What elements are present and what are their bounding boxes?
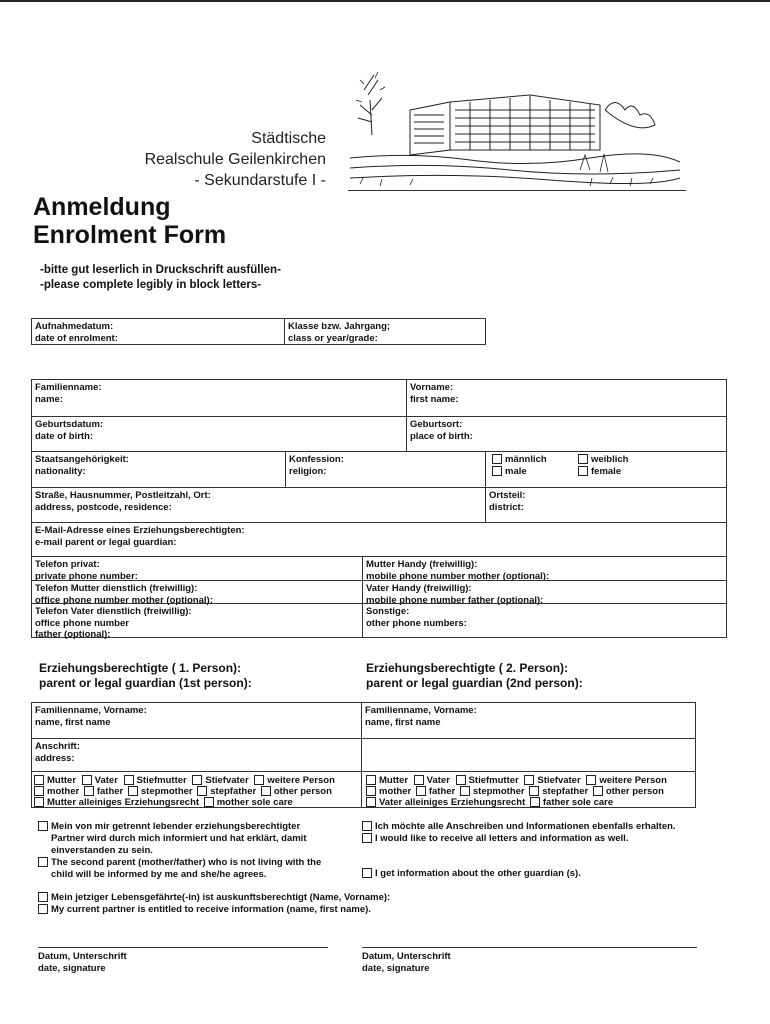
- signature-label-1-en: date, signature: [38, 963, 106, 974]
- g2-mutter-checkbox[interactable]: [366, 775, 376, 785]
- email-label-de: E-Mail-Adresse eines Erziehungsberechtigten:: [35, 525, 245, 536]
- g1-mother-checkbox[interactable]: [34, 786, 44, 796]
- enrolment-date-label-de: Aufnahmedatum:: [35, 321, 114, 332]
- separated-partner-de-3: einverstanden zu sein.: [51, 845, 153, 856]
- g1-mother-label: mother: [47, 786, 80, 797]
- g2-name-label-de: Familienname, Vorname:: [365, 705, 477, 716]
- g1-stiefvater-label: Stiefvater: [205, 775, 249, 786]
- other-guardian-info-en: I get information about the other guardian (s).: [375, 868, 581, 879]
- gender-field: [485, 451, 726, 487]
- g1-weitere-checkbox[interactable]: [254, 775, 264, 785]
- private-phone-label-de: Telefon privat:: [35, 559, 100, 570]
- other-guardian-info-checkbox[interactable]: [362, 868, 372, 878]
- g1-address-label-de: Anschrift:: [35, 741, 80, 752]
- g1-sole-care-label: Mutter alleiniges Erziehungsrecht: [47, 797, 200, 808]
- mother-office-label-de: Telefon Mutter dienstlich (freiwillig):: [35, 583, 198, 594]
- private-phone-field[interactable]: [32, 556, 362, 580]
- enrolment-date-field[interactable]: [32, 319, 282, 345]
- g1-name-label-en: name, first name: [35, 716, 111, 728]
- g2-mother-checkbox[interactable]: [366, 786, 376, 796]
- g1-other-checkbox[interactable]: [261, 786, 271, 796]
- g1-stepmother-label: stepmother: [140, 786, 193, 797]
- male-label-de: männlich: [505, 454, 547, 465]
- class-field[interactable]: [284, 319, 486, 345]
- g2-stepfather-checkbox[interactable]: [529, 786, 539, 796]
- guardian-2-relation: [361, 771, 695, 807]
- g2-stiefvater-checkbox[interactable]: [524, 775, 534, 785]
- signature-label-2-en: date, signature: [362, 963, 430, 974]
- g2-stepmother-checkbox[interactable]: [460, 786, 470, 796]
- female-checkbox-en[interactable]: [578, 466, 588, 476]
- guardian-2-heading-de: Erziehungsberechtigte ( 2. Person):: [366, 661, 569, 675]
- mother-mobile-label-en: mobile phone number mother (optional):: [366, 570, 550, 582]
- signature-label-1: [38, 951, 127, 975]
- email-label-en: e-mail parent or legal guardian:: [35, 536, 177, 548]
- receive-letters-en: I would like to receive all letters and information as well.: [375, 833, 629, 844]
- guardian-1-heading-en: parent or legal guardian (1st person):: [39, 676, 252, 690]
- separated-partner-en-2: child will be informed by me and she/he agrees.: [51, 869, 267, 880]
- instruction-de: -bitte gut leserlich in Druckschrift ausfüllen-: [40, 264, 281, 276]
- father-office-label-de: Telefon Vater dienstlich (freiwillig):: [35, 606, 192, 617]
- enrolment-date-label-en: date of enrolment:: [35, 332, 118, 344]
- pob-field[interactable]: [406, 416, 726, 451]
- address-field[interactable]: [32, 487, 485, 522]
- father-mobile-field[interactable]: [362, 580, 726, 606]
- partner-checkbox-en[interactable]: [38, 904, 48, 914]
- guardian-1-heading: [39, 661, 252, 691]
- g1-vater-checkbox[interactable]: [82, 775, 92, 785]
- g2-sole-care-label: Vater alleiniges Erziehungsrecht: [379, 797, 526, 808]
- school-name-block: [145, 128, 326, 191]
- g1-sole-care-checkbox[interactable]: [34, 797, 44, 807]
- guardian-box: [31, 702, 696, 808]
- school-line-2: Realschule Geilenkirchen: [144, 151, 326, 168]
- g1-name-label-de: Familienname, Vorname:: [35, 705, 147, 716]
- g2-weitere-checkbox[interactable]: [586, 775, 596, 785]
- g1-vater-label: Vater: [94, 775, 118, 786]
- g1-stiefmutter-label: Stiefmutter: [136, 775, 187, 786]
- pob-label-en: place of birth:: [410, 430, 473, 442]
- g1-mutter-checkbox[interactable]: [34, 775, 44, 785]
- school-line-1: Städtische: [251, 130, 326, 147]
- partner-option[interactable]: [38, 892, 390, 904]
- surname-label-de: Familienname:: [35, 382, 102, 393]
- nationality-field[interactable]: [32, 451, 285, 487]
- father-mobile-label-en: mobile phone number father (optional):: [366, 594, 544, 606]
- female-label-en: female: [591, 466, 622, 477]
- firstname-label-de: Vorname:: [410, 382, 454, 393]
- separated-partner-de-2: Partner wird durch mich informiert und hat erklärt, damit: [51, 833, 307, 844]
- firstname-label-en: first name:: [410, 393, 459, 405]
- g1-weitere-label: weitere Person: [267, 775, 335, 786]
- receive-letters-option-en[interactable]: [362, 833, 628, 845]
- g1-address-label-en: address:: [35, 752, 75, 764]
- separated-partner-option[interactable]: [38, 821, 300, 833]
- private-phone-label-en: private phone number:: [35, 570, 138, 582]
- religion-label-en: religion:: [289, 465, 327, 477]
- top-border-line: [0, 0, 770, 2]
- receive-letters-checkbox-en[interactable]: [362, 833, 372, 843]
- address-label-de: Straße, Hausnummer, Postleitzahl, Ort:: [35, 490, 211, 501]
- partner-en: My current partner is entitled to receive information (name, first name).: [51, 904, 371, 915]
- signature-label-2-de: Datum, Unterschrift: [362, 951, 451, 962]
- mother-mobile-label-de: Mutter Handy (freiwillig):: [366, 559, 478, 570]
- guardian-2-heading: [366, 661, 583, 691]
- g1-stepfather-label: stepfather: [210, 786, 257, 797]
- g2-stiefmutter-checkbox[interactable]: [456, 775, 466, 785]
- enrolment-box: [31, 318, 486, 345]
- g2-stepmother-label: stepmother: [472, 786, 525, 797]
- male-option[interactable]: [492, 454, 547, 466]
- guardian-1-heading-de: Erziehungsberechtigte ( 1. Person):: [39, 661, 242, 675]
- separated-partner-option-en[interactable]: [38, 857, 321, 869]
- female-option-en[interactable]: [578, 466, 621, 478]
- g2-father-sole-care-checkbox[interactable]: [530, 797, 540, 807]
- g2-father-sole-care-label: father sole care: [542, 797, 614, 808]
- separated-partner-checkbox-en[interactable]: [38, 857, 48, 867]
- district-label-en: district:: [489, 501, 524, 513]
- guardian-2-name-field[interactable]: [361, 703, 695, 738]
- header-divider: [348, 190, 686, 191]
- g2-mutter-label: Mutter: [379, 775, 409, 786]
- dob-label-en: date of birth:: [35, 430, 94, 442]
- father-mobile-label-de: Vater Handy (freiwillig):: [366, 583, 472, 594]
- instruction-en: -please complete legibly in block letters-: [40, 279, 262, 291]
- signature-line-2[interactable]: [362, 947, 697, 948]
- father-office-label-en-1: office phone number: [35, 617, 129, 629]
- nationality-label-de: Staatsangehörigkeit:: [35, 454, 129, 465]
- guardian-2-heading-en: parent or legal guardian (2nd person):: [366, 676, 583, 690]
- female-checkbox[interactable]: [578, 454, 588, 464]
- g1-father-label: father: [96, 786, 124, 797]
- signature-line-1[interactable]: [38, 947, 328, 948]
- male-label-en: male: [505, 466, 527, 477]
- receive-letters-checkbox[interactable]: [362, 821, 372, 831]
- g2-stepfather-label: stepfather: [542, 786, 589, 797]
- g2-father-label: father: [428, 786, 456, 797]
- g1-stiefmutter-checkbox[interactable]: [124, 775, 134, 785]
- g2-father-checkbox[interactable]: [416, 786, 426, 796]
- receive-letters-option[interactable]: [362, 821, 676, 833]
- pob-label-de: Geburtsort:: [410, 419, 463, 430]
- male-option-en[interactable]: [492, 466, 527, 478]
- guardian-1-relation: [32, 771, 361, 807]
- g2-weitere-label: weitere Person: [599, 775, 667, 786]
- father-office-phone-field[interactable]: [32, 603, 362, 640]
- title-de: Anmeldung: [33, 193, 171, 221]
- g1-stiefvater-checkbox[interactable]: [192, 775, 202, 785]
- g1-stepmother-checkbox[interactable]: [128, 786, 138, 796]
- g1-father-checkbox[interactable]: [84, 786, 94, 796]
- student-data-box: [31, 379, 727, 638]
- email-field[interactable]: [32, 522, 726, 556]
- signature-label-2: [362, 951, 451, 975]
- g2-vater-label: Vater: [426, 775, 450, 786]
- male-checkbox[interactable]: [492, 454, 502, 464]
- other-phone-field[interactable]: [362, 603, 726, 637]
- partner-option-en[interactable]: [38, 904, 371, 916]
- g2-stiefvater-label: Stiefvater: [537, 775, 581, 786]
- g2-vater-checkbox[interactable]: [414, 775, 424, 785]
- g1-mother-sole-care-checkbox[interactable]: [204, 797, 214, 807]
- separated-partner-de-1: Mein von mir getrennt lebender erziehungsberechtigter: [51, 821, 301, 832]
- dob-label-de: Geburtsdatum:: [35, 419, 104, 430]
- g2-name-label-en: name, first name: [365, 716, 441, 728]
- partner-checkbox[interactable]: [38, 892, 48, 902]
- class-label-en: class or year/grade:: [288, 332, 378, 344]
- firstname-field[interactable]: [406, 380, 726, 416]
- male-checkbox-en[interactable]: [492, 466, 502, 476]
- g1-mutter-label: Mutter: [47, 775, 77, 786]
- title-en: Enrolment Form: [33, 221, 227, 249]
- class-label-de: Klasse bzw. Jahrgang;: [288, 321, 391, 332]
- female-option[interactable]: [578, 454, 628, 466]
- father-office-label-en-2: father (optional):: [35, 629, 111, 640]
- district-field[interactable]: [485, 487, 726, 522]
- mother-office-label-en: office phone number mother (optional):: [35, 594, 213, 606]
- other-phone-label-de: Sonstige:: [366, 606, 410, 617]
- g1-stepfather-checkbox[interactable]: [197, 786, 207, 796]
- partner-de: Mein jetziger Lebensgefährte(-in) ist auskunftsberechtigt (Name, Vorname):: [51, 892, 391, 903]
- guardian-2-address-field[interactable]: [361, 738, 695, 771]
- guardian-1-name-field[interactable]: [32, 703, 361, 738]
- school-line-3: - Sekundarstufe I -: [194, 172, 326, 189]
- guardian-1-address-field[interactable]: [32, 738, 361, 771]
- g2-mother-label: mother: [379, 786, 412, 797]
- surname-field[interactable]: [32, 380, 406, 416]
- separated-partner-checkbox[interactable]: [38, 821, 48, 831]
- address-label-en: address, postcode, residence:: [35, 501, 172, 513]
- religion-field[interactable]: [285, 451, 485, 487]
- other-guardian-info-option[interactable]: [362, 868, 581, 880]
- g2-other-label: other person: [605, 786, 664, 797]
- separated-partner-en-1: The second parent (mother/father) who is not living with the: [51, 857, 322, 868]
- female-label-de: weiblich: [591, 454, 629, 465]
- g2-other-checkbox[interactable]: [593, 786, 603, 796]
- g2-sole-care-checkbox[interactable]: [366, 797, 376, 807]
- dob-field[interactable]: [32, 416, 406, 451]
- g1-other-label: other person: [273, 786, 332, 797]
- other-phone-label-en: other phone numbers:: [366, 617, 467, 629]
- surname-label-en: name:: [35, 393, 63, 405]
- religion-label-de: Konfession:: [289, 454, 344, 465]
- receive-letters-de: Ich möchte alle Anschreiben und Informationen ebenfalls erhalten.: [375, 821, 676, 832]
- nationality-label-en: nationality:: [35, 465, 86, 477]
- g2-stiefmutter-label: Stiefmutter: [468, 775, 519, 786]
- signature-label-1-de: Datum, Unterschrift: [38, 951, 127, 962]
- mother-mobile-field[interactable]: [362, 556, 726, 580]
- g1-mother-sole-care-label: mother sole care: [216, 797, 293, 808]
- school-building-sketch-icon: [350, 60, 680, 190]
- mother-office-phone-field[interactable]: [32, 580, 362, 606]
- district-label-de: Ortsteil:: [489, 490, 526, 501]
